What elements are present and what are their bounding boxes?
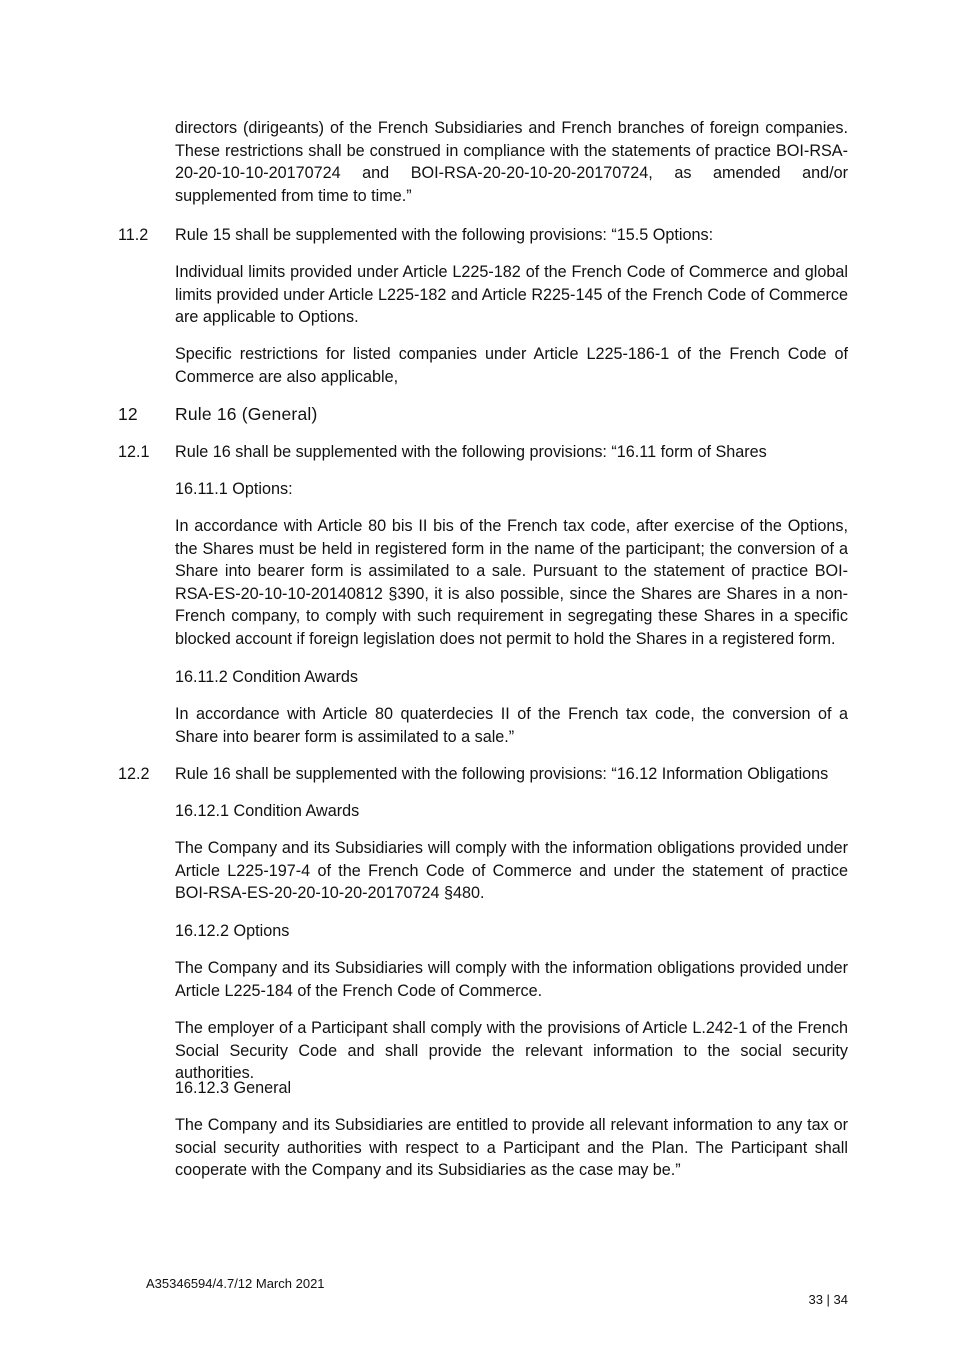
subsection-16-12-2-text-2: The employer of a Participant shall comply with the provisions of Article L.242-1 of the French Social Security Code and shall provide the relevant information to the social security authorities. [175, 1019, 848, 1083]
footer-page-number: 33 | 34 [808, 1292, 848, 1307]
subsection-16-11-1-text: In accordance with Article 80 bis II bis of the French tax code, after exercise of the Options, the Shares must be held in registered form in the name of the participant; the conversion of a Share into bearer form is assimilated to a sale. Pursuant to the statement of practice BOI-RSA-ES-20-10-10-20140812 §390, it is also possible, since the Shares are Shares in a non-French company, to comply with such requirement in segregating these Shares in a specific blocked account if foreign legislation does not permit to hold the Shares in a registered form. [175, 517, 848, 648]
subsection-16-11-2-text: In accordance with Article 80 quaterdecies II of the French tax code, the conversion of a Share into bearer form is assimilated to a sale.” [175, 705, 848, 746]
section-11-2-paragraph-1: Individual limits provided under Article L225-182 of the French Code of Commerce and global limits provided under Article L225-182 and Article R225-145 of the French Code of Commerce are applicable to Options. [175, 263, 848, 327]
section-12-1-intro: Rule 16 shall be supplemented with the following provisions: “16.11 form of Shares [175, 443, 767, 461]
subsection-16-11-2-title: 16.11.2 Condition Awards [175, 668, 358, 686]
subsection-16-12-2-text: The Company and its Subsidiaries will comply with the information obligations provided under Article L225-184 of the French Code of Commerce. [175, 959, 848, 1000]
section-12-heading: Rule 16 (General) [175, 404, 318, 424]
subsection-16-12-2-title: 16.12.2 Options [175, 922, 290, 940]
subsection-16-11-1-title: 16.11.1 Options: [175, 480, 293, 498]
section-11-2-intro: Rule 15 shall be supplemented with the following provisions: “15.5 Options: [175, 226, 714, 244]
section-number-12: 12 [118, 404, 138, 424]
subsection-16-12-3-title: 16.12.3 General [175, 1079, 292, 1097]
section-number-12-1: 12.1 [118, 443, 150, 461]
continued-paragraph: directors (dirigeants) of the French Subsidiaries and French branches of foreign companies. These restrictions shall be construed in compliance with the statements of practice BOI-RSA-20-20-10-10-20170724 and BOI-RSA-20-20-10-20-20170724, as amended and/or supplemented from time to time.” [175, 119, 848, 205]
section-number-12-2: 12.2 [118, 765, 150, 783]
subsection-16-12-1-title: 16.12.1 Condition Awards [175, 802, 360, 820]
subsection-16-12-1-text: The Company and its Subsidiaries will comply with the information obligations provided under Article L225-197-4 of the French Code of Commerce and under the statement of practice BOI-RSA-ES-20-20-10-20-20170724 §480. [175, 839, 848, 903]
section-11-2-paragraph-2: Specific restrictions for listed companies under Article L225-186-1 of the French Code of Commerce are also applicable, [175, 345, 848, 386]
subsection-16-12-3-text: The Company and its Subsidiaries are entitled to provide all relevant information to any tax or social security authorities with respect to a Participant and the Plan. The Participant shall cooperate with the Company and its Subsidiaries as the case may be.” [175, 1116, 848, 1180]
footer-document-reference: A35346594/4.7/12 March 2021 [146, 1276, 325, 1291]
section-12-2-intro: Rule 16 shall be supplemented with the following provisions: “16.12 Information Obligations [175, 765, 829, 783]
section-number-11-2: 11.2 [118, 226, 149, 244]
